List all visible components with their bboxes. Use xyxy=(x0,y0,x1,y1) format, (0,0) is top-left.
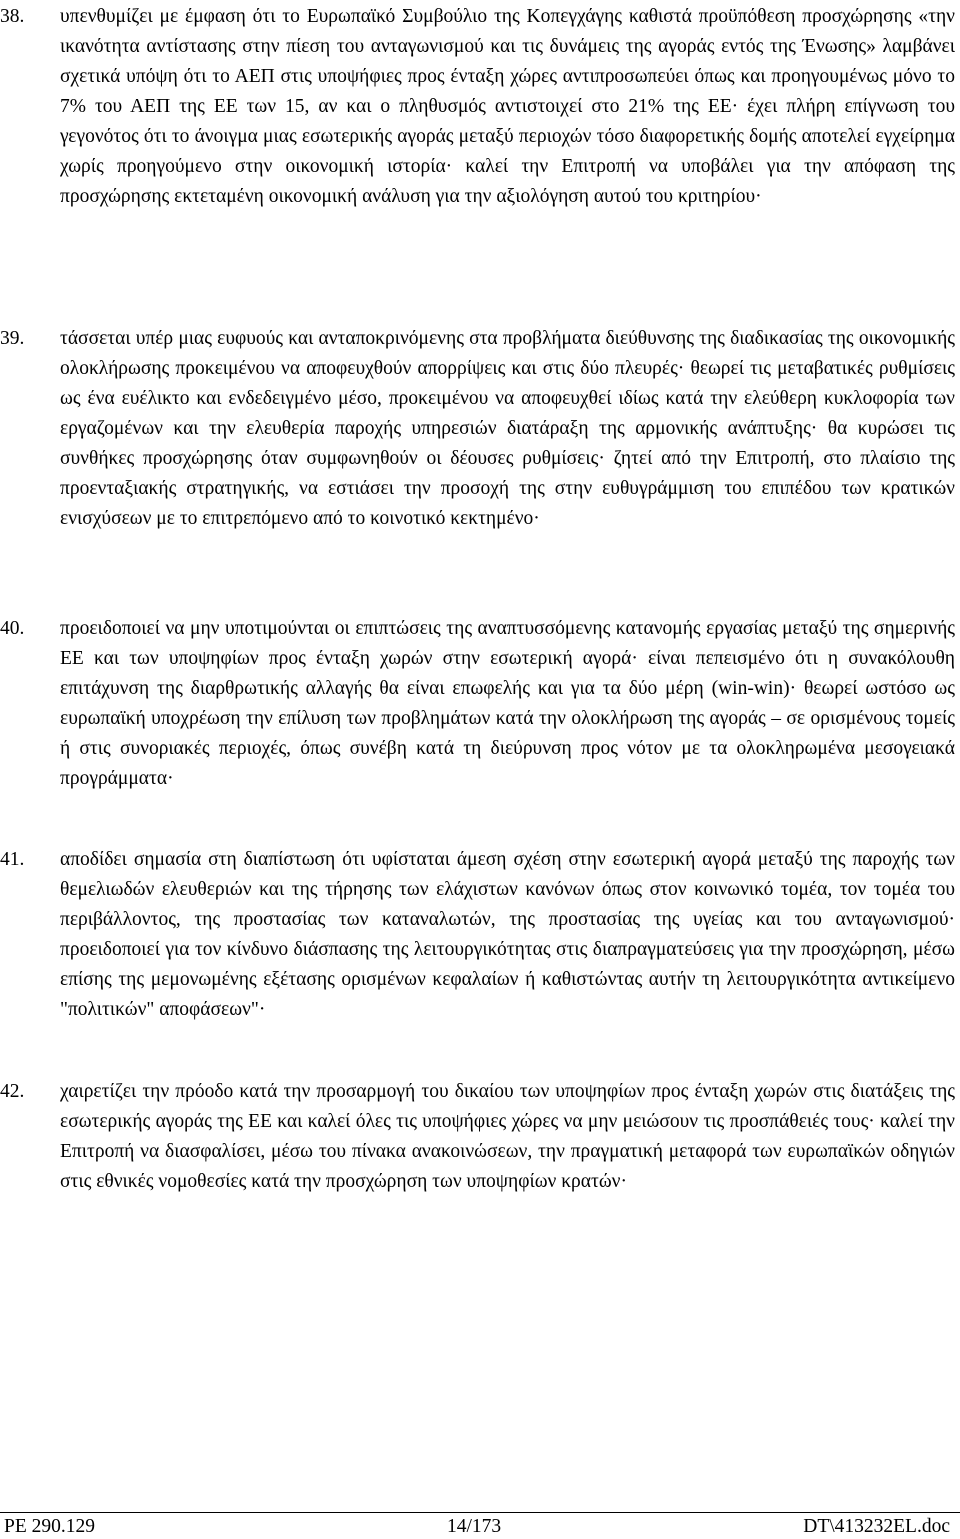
footer-document-reference: PE 290.129 xyxy=(4,1516,96,1537)
footer-filename: DT\413232EL.doc xyxy=(803,1516,950,1537)
paragraph-text: χαιρετίζει την πρόοδο κατά την προσαρμογή του δικαίου των υποψηφίων προς ένταξη χωρών στις διατάξεις της εσωτερικής αγοράς της ΕΕ και καλεί όλες τις υποψήφιες χώρες να μην μειώσουν τις προσπάθειές τους· καλεί την Επιτροπή να διασφαλίσει, μέσω του πίνακα ανακοινώσεων, την πραγματική μεταφορά των ευρωπαϊκών οδηγιών στις εθνικές νομοθεσίες κατά την προσχώρηση των υποψηφίων κρατών· xyxy=(60,1081,955,1192)
paragraph-number: 42. xyxy=(0,1081,25,1102)
paragraph-text: προειδοποιεί να μην υποτιμούνται οι επιπτώσεις της αναπτυσσόμενης κατανομής εργασίας μεταξύ της σημερινής ΕΕ και των υποψηφίων προς ένταξη χωρών στην εσωτερική αγορά· είναι πεπεισμένο ότι η συνακόλουθη επιτάχυνση της διαρθρωτικής αλλαγής θα είναι επωφελής και για τα δύο μέρη (win-win)· θεωρεί ωστόσο ως ευρωπαϊκή υποχρέωση την επίλυση των προβλημάτων κατά την ολοκλήρωση της αγοράς – σε ορισμένους τομείς ή στις συνοριακές περιοχές, όπως συνέβη κατά τη διεύρυνση προς νότον με τα ολοκληρωμένα μεσογειακά προγράμματα· xyxy=(60,618,955,789)
paragraph-text: τάσσεται υπέρ μιας ευφυούς και ανταποκρινόμενης στα προβλήματα διεύθυνσης της διαδικασίας της οικονομικής ολοκλήρωσης προκειμένου να αποφευχθούν απορρίψεις και στις δύο πλευρές· θεωρεί τις μεταβατικές ρυθμίσεις ως ένα ευέλικτο και ενδεδειγμένο μέσο, προκειμένου να αποφευχθεί ιδίως κατά την ελεύθερη κυκλοφορία των εργαζομένων και την ελευθερία παροχής υπηρεσιών διατάραξη της αρμονικής ανάπτυξης· θα κυρώσει τις συνθήκες προσχώρησης όταν συμφωνηθούν οι δέουσες ρυθμίσεις· ζητεί από την Επιτροπή, στο πλαίσιο της προενταξιακής στρατηγικής, να εστιάσει την προσοχή της στην ευθυγράμμιση του επιπέδου των κρατικών ενισχύσεων με το επιτρεπόμενο από το κοινοτικό κεκτημένο· xyxy=(60,328,955,529)
paragraph-number: 38. xyxy=(0,6,25,27)
paragraph-number: 41. xyxy=(0,849,25,870)
footer-divider xyxy=(0,1512,960,1513)
paragraph-number: 39. xyxy=(0,328,25,349)
footer-page-number: 14/173 xyxy=(447,1516,502,1537)
paragraph-text: υπενθυμίζει με έμφαση ότι το Ευρωπαϊκό Συμβούλιο της Κοπεγχάγης καθιστά προϋπόθεση προσχώρησης «την ικανότητα αντίστασης στην πίεση του ανταγωνισμού και τις δυνάμεις της αγοράς εντός της Ένωσης» λαμβάνει σχετικά υπόψη ότι το ΑΕΠ στις υποψήφιες προς ένταξη χώρες αντιπροσωπεύει όπως και προηγουμένως μόνο το 7% του ΑΕΠ της ΕΕ των 15, αν και ο πληθυσμός αντιστοιχεί στο 21% της ΕΕ· έχει πλήρη επίγνωση του γεγονότος ότι το άνοιγμα μιας εσωτερικής αγοράς μεταξύ περιοχών τόσο διαφορετικής δομής αποτελεί εγχείρημα χωρίς προηγούμενο στην οικονομική ιστορία· καλεί την Επιτροπή να υποβάλει για την απόφαση της προσχώρησης εκτεταμένη οικονομική ανάλυση για την αξιολόγηση αυτού του κριτηρίου· xyxy=(60,6,955,207)
paragraph-number: 40. xyxy=(0,618,25,639)
paragraph-text: αποδίδει σημασία στη διαπίστωση ότι υφίσταται άμεση σχέση στην εσωτερική αγορά μεταξύ της παροχής των θεμελιωδών ελευθεριών και της τήρησης των ελάχιστων κανόνων όπως στον κοινωνικό τομέα, τον τομέα του περιβάλλοντος, της προστασίας των καταναλωτών, της προστασίας της υγείας και του ανταγωνισμού· προειδοποιεί για τον κίνδυνο διάσπασης της λειτουργικότητας στις διαπραγματεύσεις για την προσχώρηση, μέσω επίσης της μεμονωμένης εξέτασης ορισμένων κεφαλαίων ή καθιστώντας αυτήν τη λειτουργικότητα αντικείμενο "πολιτικών" αποφάσεων"· xyxy=(60,849,955,1020)
